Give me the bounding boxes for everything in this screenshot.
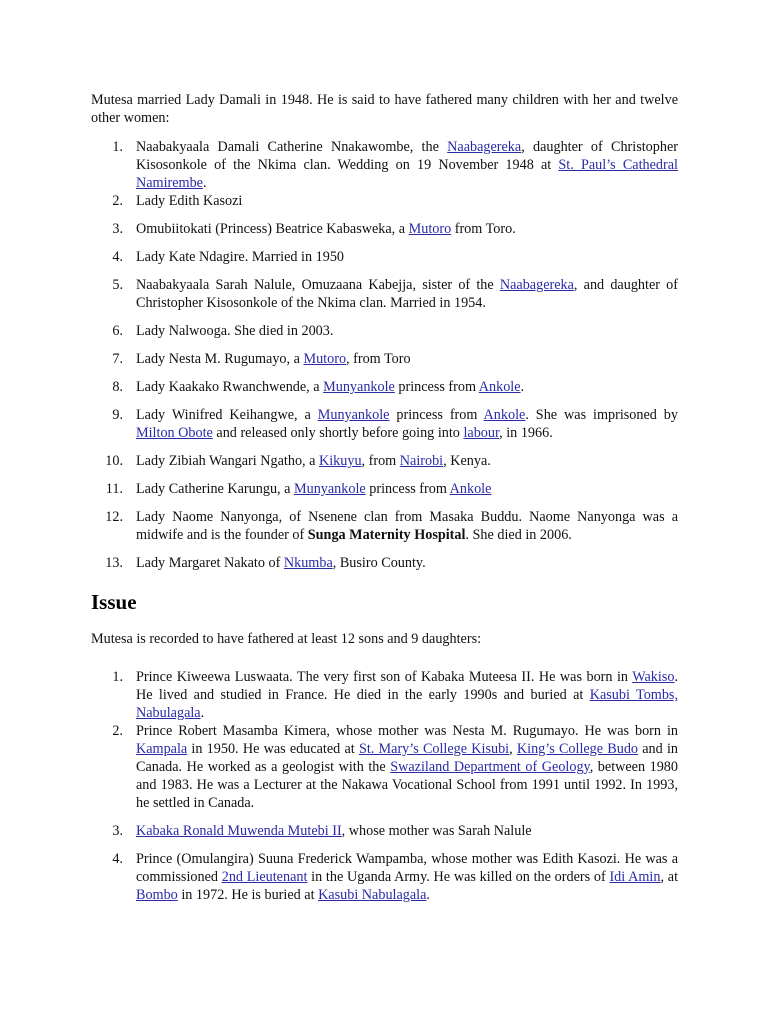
list-item-number: 12. <box>105 509 123 525</box>
list-item-number: 11. <box>105 481 123 497</box>
list-item-number: 3. <box>112 221 123 237</box>
text-run: . She died in 2006. <box>465 527 572 543</box>
text-run: , Busiro County. <box>332 555 426 571</box>
text-run: in 1950. He was educated at <box>187 741 359 757</box>
text-run: Lady Edith Kasozi <box>136 193 243 209</box>
section-heading-issue: Issue <box>91 590 137 614</box>
issue-intro-paragraph: Mutesa is recorded to have fathered at least 12 sons and 9 daughters: <box>91 631 482 647</box>
list-item-text <box>136 323 333 339</box>
text-run: princess from <box>365 481 450 497</box>
link-kikuyu[interactable]: Kikuyu <box>318 453 362 469</box>
link-nkumba[interactable]: Nkumba <box>283 555 333 571</box>
text-run: Naabakyaala Sarah Nalule, Omuzaana Kabejja, sister of the <box>136 277 500 293</box>
link-idi-amin[interactable]: Idi Amin <box>609 869 661 885</box>
link-ankole[interactable]: Ankole <box>483 407 526 423</box>
text-run: , at <box>660 869 679 885</box>
text-run: in the Uganda Army. He was killed on the orders of <box>307 869 610 885</box>
link-st-paul-s-cathedral-namirembe[interactable]: St. Paul’s Cathedral Namirembe <box>136 157 678 191</box>
text-run: . <box>200 705 205 721</box>
link-kasubi-tombs-nabulagala[interactable]: Kasubi Tombs, Nabulagala <box>136 687 678 721</box>
wife-list-item <box>91 350 678 368</box>
wife-list-item <box>91 192 678 210</box>
text-run: , in 1966. <box>499 425 553 441</box>
list-item-number: 2. <box>112 723 123 739</box>
text-run: Naabakyaala Damali Catherine Nnakawombe, the <box>136 139 448 155</box>
text-run: . <box>202 175 207 191</box>
link-king-s-college-budo[interactable]: King’s College Budo <box>516 741 639 757</box>
wife-list-item <box>91 138 678 192</box>
list-item-number: 4. <box>112 851 123 867</box>
list-item-text <box>136 509 678 543</box>
text-run: , between 1980 and 1983. He was a Lecturer at the Nakawa Vocational School from 1991 until 1992. In 1993, he settled in Canada. <box>136 759 678 811</box>
list-item-text <box>136 379 524 395</box>
text-run: . He lived and studied in France. He died in the early 1990s and buried at <box>136 669 678 703</box>
text-run: and in Canada. He worked as a geologist with the <box>136 741 678 775</box>
wife-list-item <box>91 554 678 572</box>
list-item-text <box>136 723 678 811</box>
link-mutoro[interactable]: Mutoro <box>408 221 452 237</box>
link-ankole[interactable]: Ankole <box>478 379 521 395</box>
wife-list-item <box>91 378 678 396</box>
link-wakiso[interactable]: Wakiso <box>632 669 675 685</box>
text-run: , daughter of Christopher Kisosonkole of the Nkima clan. Wedding on 19 November 1948 at <box>136 139 678 173</box>
text-run: . She was imprisoned by <box>525 407 678 423</box>
link-2nd-lieutenant[interactable]: 2nd Lieutenant <box>221 869 308 885</box>
text-run: Lady Margaret Nakato of <box>136 555 284 571</box>
text-run: , from Toro <box>346 351 411 367</box>
text-run: in 1972. He is buried at <box>177 887 319 903</box>
wife-list-item <box>91 480 678 498</box>
link-bombo[interactable]: Bombo <box>136 887 178 903</box>
link-labour[interactable]: labour <box>463 425 500 441</box>
link-munyankole[interactable]: Munyankole <box>293 481 366 497</box>
list-item-text <box>136 481 491 497</box>
child-list-item <box>91 850 678 904</box>
list-item-text <box>136 407 678 441</box>
wife-list-item <box>91 276 678 312</box>
link-naabagereka[interactable]: Naabagereka <box>447 139 522 155</box>
list-item-text <box>136 453 491 469</box>
list-item-number: 10. <box>105 453 123 469</box>
list-item-number: 7. <box>112 351 123 367</box>
list-item-text <box>136 351 411 367</box>
list-item-text <box>136 277 678 311</box>
list-item-text <box>136 139 678 191</box>
text-run: and released only shortly before going into <box>212 425 464 441</box>
text-run: . <box>520 379 525 395</box>
wife-list-item <box>91 220 678 238</box>
list-item-text <box>136 249 344 265</box>
list-item-number: 13. <box>105 555 123 571</box>
list-item-number: 1. <box>112 669 123 685</box>
wife-list-item <box>91 248 678 266</box>
wives-list <box>91 138 678 572</box>
text-run: , from <box>361 453 400 469</box>
list-item-number: 4. <box>112 249 123 265</box>
link-kasubi-nabulagala[interactable]: Kasubi Nabulagala <box>318 887 427 903</box>
link-naabagereka[interactable]: Naabagereka <box>499 277 574 293</box>
text-run: Prince Kiweewa Luswaata. The very first son of Kabaka Muteesa II. He was born in <box>136 669 633 685</box>
document-page <box>91 91 678 904</box>
link-st-mary-s-college-kisubi[interactable]: St. Mary’s College Kisubi <box>358 741 510 757</box>
text-run: from Toro. <box>451 221 516 237</box>
link-munyankole[interactable]: Munyankole <box>323 379 395 395</box>
text-run: Prince (Omulangira) Suuna Frederick Wampamba, whose mother was Edith Kasozi. He was a commissioned <box>136 851 678 885</box>
list-item-number: 1. <box>112 139 123 155</box>
child-list-item <box>91 722 678 812</box>
list-item-text <box>136 669 678 721</box>
text-run: , whose mother was Sarah Nalule <box>341 823 532 839</box>
child-list-item <box>91 822 678 840</box>
wife-list-item <box>91 322 678 340</box>
list-item-number: 8. <box>112 379 123 395</box>
children-list <box>91 668 678 904</box>
link-mutoro[interactable]: Mutoro <box>303 351 347 367</box>
link-munyankole[interactable]: Munyankole <box>317 407 390 423</box>
text-run: Lady Nesta M. Rugumayo, a <box>136 351 304 367</box>
wife-list-item <box>91 406 678 442</box>
text-run: princess from <box>394 379 479 395</box>
link-kampala[interactable]: Kampala <box>136 741 188 757</box>
text-run: Lady Nalwooga. She died in 2003. <box>136 323 334 339</box>
bold-text: Sunga Maternity Hospital <box>307 527 466 543</box>
wife-list-item <box>91 452 678 470</box>
link-milton-obote[interactable]: Milton Obote <box>136 425 213 441</box>
list-item-text <box>136 221 516 237</box>
text-run: Lady Kate Ndagire. Married in 1950 <box>136 249 345 265</box>
link-kabaka-ronald-muwenda-mutebi-ii[interactable]: Kabaka Ronald Muwenda Mutebi II <box>136 823 342 839</box>
text-run: , <box>509 741 517 757</box>
text-run: Lady Catherine Karungu, a <box>136 481 294 497</box>
list-item-number: 6. <box>112 323 123 339</box>
list-item-text <box>136 555 426 571</box>
list-item-number: 9. <box>112 407 123 423</box>
text-run: Prince Robert Masamba Kimera, whose mother was Nesta M. Rugumayo. He was born in <box>136 723 678 739</box>
link-nairobi[interactable]: Nairobi <box>399 453 444 469</box>
text-run: Omubiitokati (Princess) Beatrice Kabasweka, a <box>136 221 409 237</box>
text-run: Lady Winifred Keihangwe, a <box>136 407 318 423</box>
list-item-text <box>136 193 242 209</box>
text-run: Lady Naome Nanyonga, of Nsenene clan from Masaka Buddu. Naome Nanyonga was a midwife and is the founder of <box>136 509 678 543</box>
list-item-text <box>136 823 532 839</box>
child-list-item <box>91 668 678 722</box>
text-run: , and daughter of Christopher Kisosonkole of the Nkima clan. Married in 1954. <box>136 277 678 311</box>
list-item-number: 5. <box>112 277 123 293</box>
text-run: . <box>426 887 430 903</box>
text-run: princess from <box>389 407 484 423</box>
link-swaziland-department-of-geology[interactable]: Swaziland Department of Geology <box>390 759 590 775</box>
list-item-text <box>136 851 678 903</box>
text-run: , Kenya. <box>443 453 491 469</box>
list-item-number: 3. <box>112 823 123 839</box>
intro-paragraph: Mutesa married Lady Damali in 1948. He is said to have fathered many children with her and twelve other women: <box>91 92 678 126</box>
wife-list-item <box>91 508 678 544</box>
text-run: Lady Zibiah Wangari Ngatho, a <box>136 453 319 469</box>
link-ankole[interactable]: Ankole <box>449 481 492 497</box>
text-run: Lady Kaakako Rwanchwende, a <box>136 379 324 395</box>
list-item-number: 2. <box>112 193 123 209</box>
